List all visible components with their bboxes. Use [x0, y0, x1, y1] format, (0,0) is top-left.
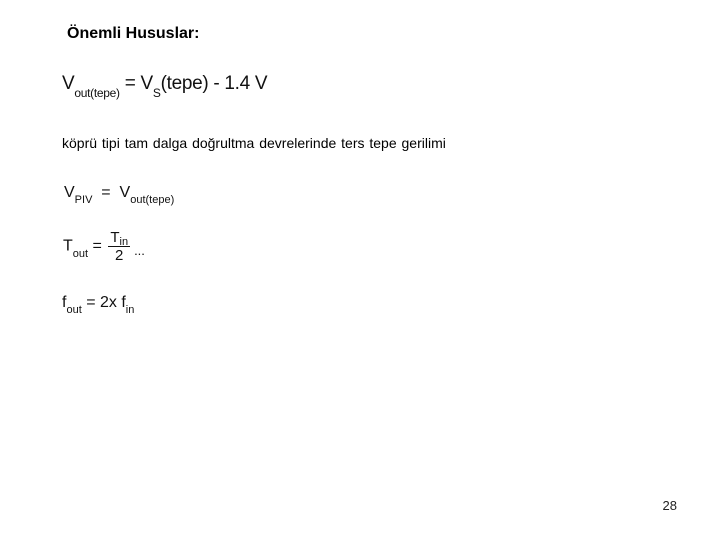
formula-piv — [64, 184, 175, 206]
formula-period — [63, 229, 145, 264]
tout-symbol: T — [63, 237, 73, 255]
equals-sign: = — [101, 184, 111, 201]
fin-symbol: f — [121, 294, 126, 311]
fout-subscript: out — [66, 304, 82, 316]
piv-description: köprü tipi tam dalga doğrultma devrelerinde ters tepe gerilimi — [62, 135, 446, 151]
tout-subscript: out — [72, 247, 89, 260]
fraction — [108, 229, 130, 264]
slide-title: Önemli Hususlar: — [67, 25, 200, 42]
formula-frequency — [62, 294, 135, 316]
fin-subscript: in — [125, 304, 135, 316]
diode-drop-term: - 1.4 V — [213, 73, 268, 94]
fraction-numerator — [108, 229, 130, 247]
times-two: = 2x — [86, 294, 117, 311]
equals-sign: = — [124, 73, 136, 94]
formula-vout-peak — [62, 73, 268, 100]
vout-symbol: V — [62, 73, 75, 94]
page-number: 28 — [662, 498, 677, 513]
fout-symbol: f — [62, 294, 67, 311]
tin-subscript: in — [119, 236, 129, 248]
ellipsis: ... — [134, 242, 145, 258]
equals-sign: = — [92, 237, 102, 255]
vout-subscript: out(tepe) — [130, 194, 175, 206]
fraction-denominator: 2 — [115, 247, 124, 264]
vpiv-symbol: V — [64, 184, 75, 201]
vpiv-subscript: PIV — [74, 194, 93, 206]
vout-subscript: out(tepe) — [74, 86, 120, 100]
vout-symbol: V — [119, 184, 131, 201]
vs-symbol: V — [140, 73, 153, 94]
vs-subscript: S — [152, 86, 161, 100]
tin-symbol: T — [110, 229, 120, 246]
vs-argument: (tepe) — [160, 73, 209, 94]
